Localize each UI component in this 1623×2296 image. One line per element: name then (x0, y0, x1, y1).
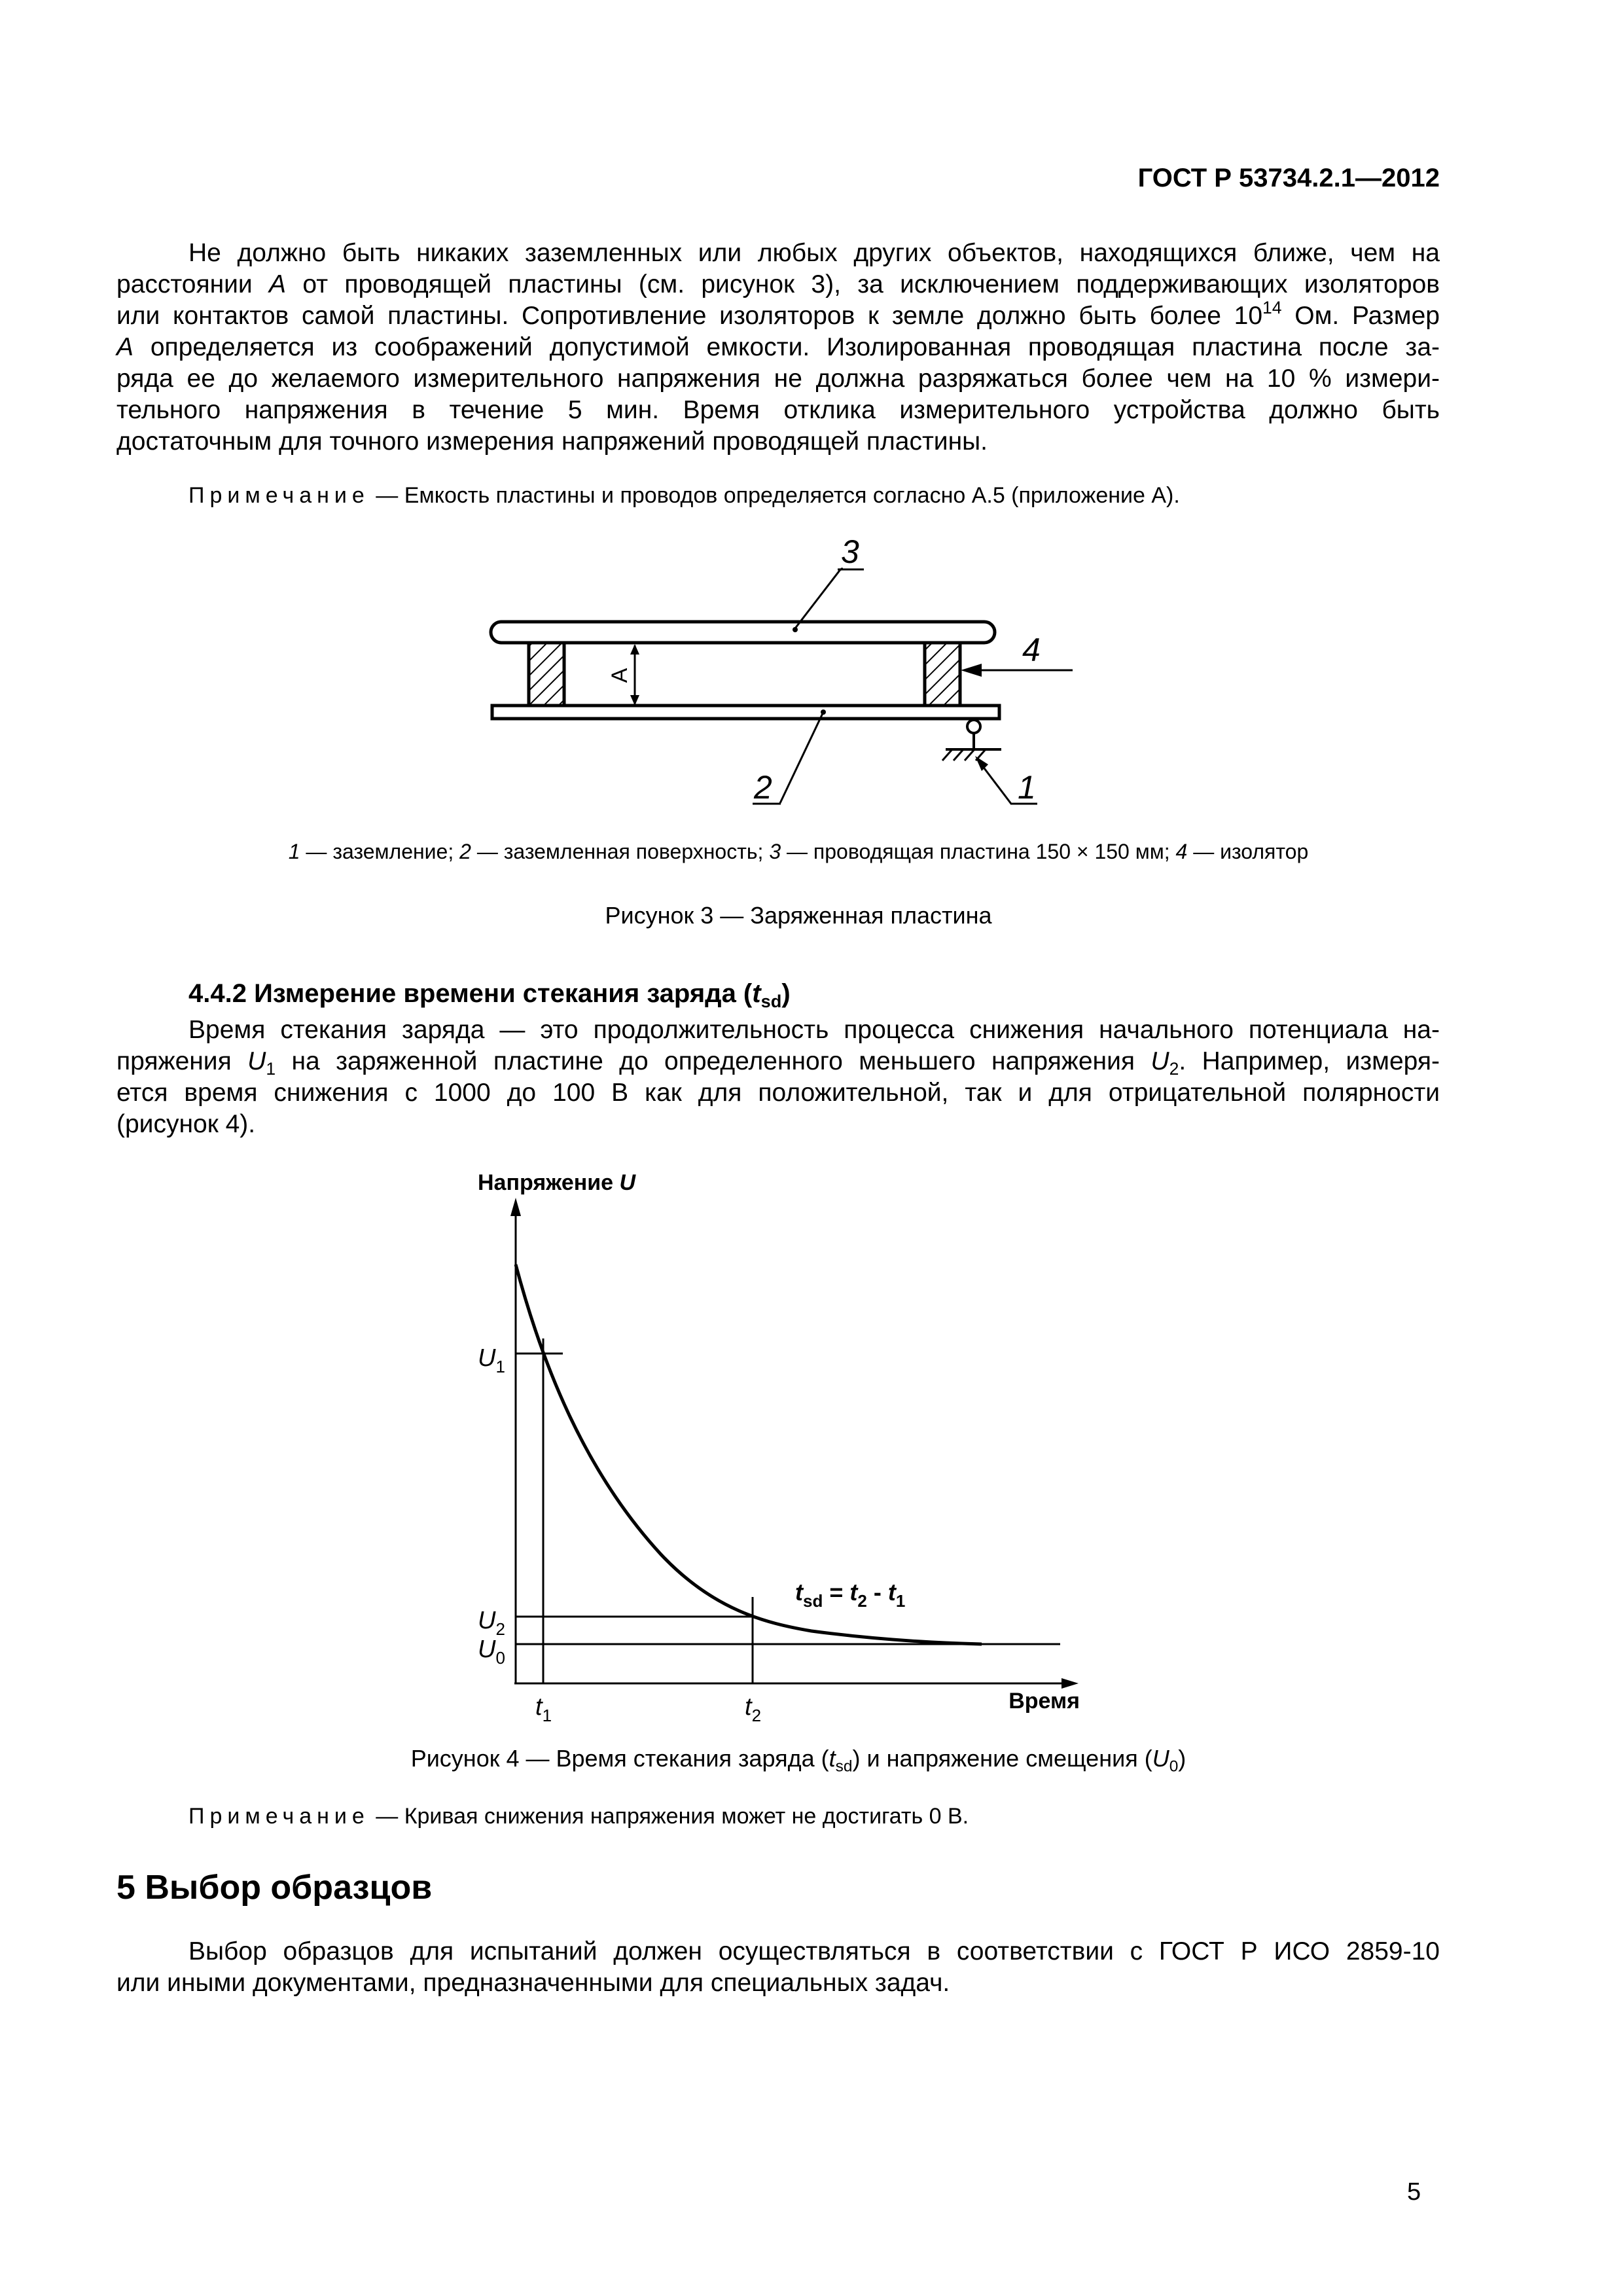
ground-contact (967, 720, 980, 733)
insulator-right (925, 643, 960, 706)
paragraph-line: или иными документами, предназначенными для специальных задач. (116, 1969, 950, 1997)
paragraph-line: пряжения $U_1$ на заряженной пластине до определенного меньшего напряжения $U_2$. Например, измеря- (116, 1047, 1440, 1079)
grounded-surface (492, 706, 999, 719)
paragraph-discharge-time (116, 1014, 1440, 1140)
note-text: — Емкость пластины и проводов определяется согласно А.5 (приложение А). (369, 483, 1180, 508)
paragraph-line: Выбор образцов для испытаний должен осуществляться в соответствии с ГОСТ Р ИСО 2859-10 (188, 1937, 1440, 1965)
t1-label: $t_1$ (535, 1693, 552, 1725)
paragraph-line: или контактов самой пластины. Сопротивление изоляторов к земле должно быть более $10^{14}$ Ом. Размер (116, 298, 1440, 330)
paragraph-sample-selection (116, 1936, 1440, 1999)
section-4-4-2-heading: 4.4.2 Измерение времени стекания заряда $(t_{sd})$ (188, 979, 791, 1012)
callout-line-3 (795, 569, 841, 628)
figure-3-charged-plate-diagram (458, 524, 1178, 825)
callout-number-4: 4 (1022, 632, 1041, 668)
note-text: — Кривая снижения напряжения может не достигать 0 В. (369, 1804, 969, 1829)
note-voltage-curve (188, 1804, 969, 1829)
dimension-label-a: A (607, 668, 632, 683)
callout-number-2: 2 (754, 769, 772, 806)
standard-code-header: ГОСТ Р 53734.2.1—2012 (1137, 164, 1440, 192)
page-number: 5 (1407, 2178, 1421, 2206)
paragraph-line: A определяется из соображений допустимой емкости. Изолированная проводящая пластина после за- (116, 333, 1440, 361)
callout-line-2 (780, 712, 823, 803)
discharge-time-formula: $t_{sd} = t_2 - t_1$ (795, 1579, 906, 1611)
figure-4-voltage-decay-diagram (445, 1158, 1113, 1728)
paragraph-line: Не должно быть никаких заземленных или любых других объектов, находящихся ближе, чем на (188, 239, 1440, 267)
note-capacitance (188, 483, 1180, 509)
paragraph-line: Время стекания заряда — это продолжительность процесса снижения начального потенциала на- (188, 1016, 1440, 1044)
t2-label: $t_2$ (745, 1693, 762, 1725)
conducting-plate (491, 622, 995, 643)
note-label: Примечание (188, 483, 370, 508)
u0-label: $U_0$ (478, 1636, 505, 1668)
paragraph-line: тельного напряжения в течение 5 мин. Время отклика измерительного устройства должно быть (116, 396, 1440, 424)
x-axis-label: Время (1008, 1689, 1080, 1713)
section-5-heading: 5 Выбор образцов (116, 1869, 433, 1907)
paragraph-line: ряда ее до желаемого измерительного напряжения не должна разряжаться более чем на 10 % измери- (116, 365, 1440, 393)
paragraph-line: (рисунок 4). (116, 1110, 256, 1138)
paragraph-grounded-objects (116, 238, 1440, 457)
voltage-decay-curve (516, 1265, 982, 1644)
figure-3-caption: Рисунок 3 — Заряженная пластина (605, 902, 992, 929)
y-axis-label: Напряжение U (478, 1170, 636, 1195)
figure-3-legend: 1 — заземление; 2 — заземленная поверхность; 3 — проводящая пластина 150 × 150 мм; 4 — изолятор (288, 840, 1309, 863)
insulator-left (529, 643, 564, 706)
u1-label: $U_1$ (478, 1344, 505, 1376)
note-label: Примечание (188, 1804, 370, 1829)
paragraph-line: ется время снижения с 1000 до 100 В как для положительной, так и для отрицательной полярности (116, 1079, 1440, 1107)
paragraph-line: расстоянии A от проводящей пластины (см. рисунок 3), за исключением поддерживающих изоляторов (116, 270, 1440, 298)
figure-4-caption: Рисунок 4 — Время стекания заряда $(t_{sd})$ и напряжение смещения $(U_0)$ (410, 1745, 1186, 1776)
paragraph-line: достаточным для точного измерения напряжений проводящей пластины. (116, 427, 988, 456)
callout-number-3: 3 (841, 533, 859, 570)
callout-number-1: 1 (1018, 769, 1036, 806)
u2-label: $U_2$ (478, 1607, 505, 1639)
